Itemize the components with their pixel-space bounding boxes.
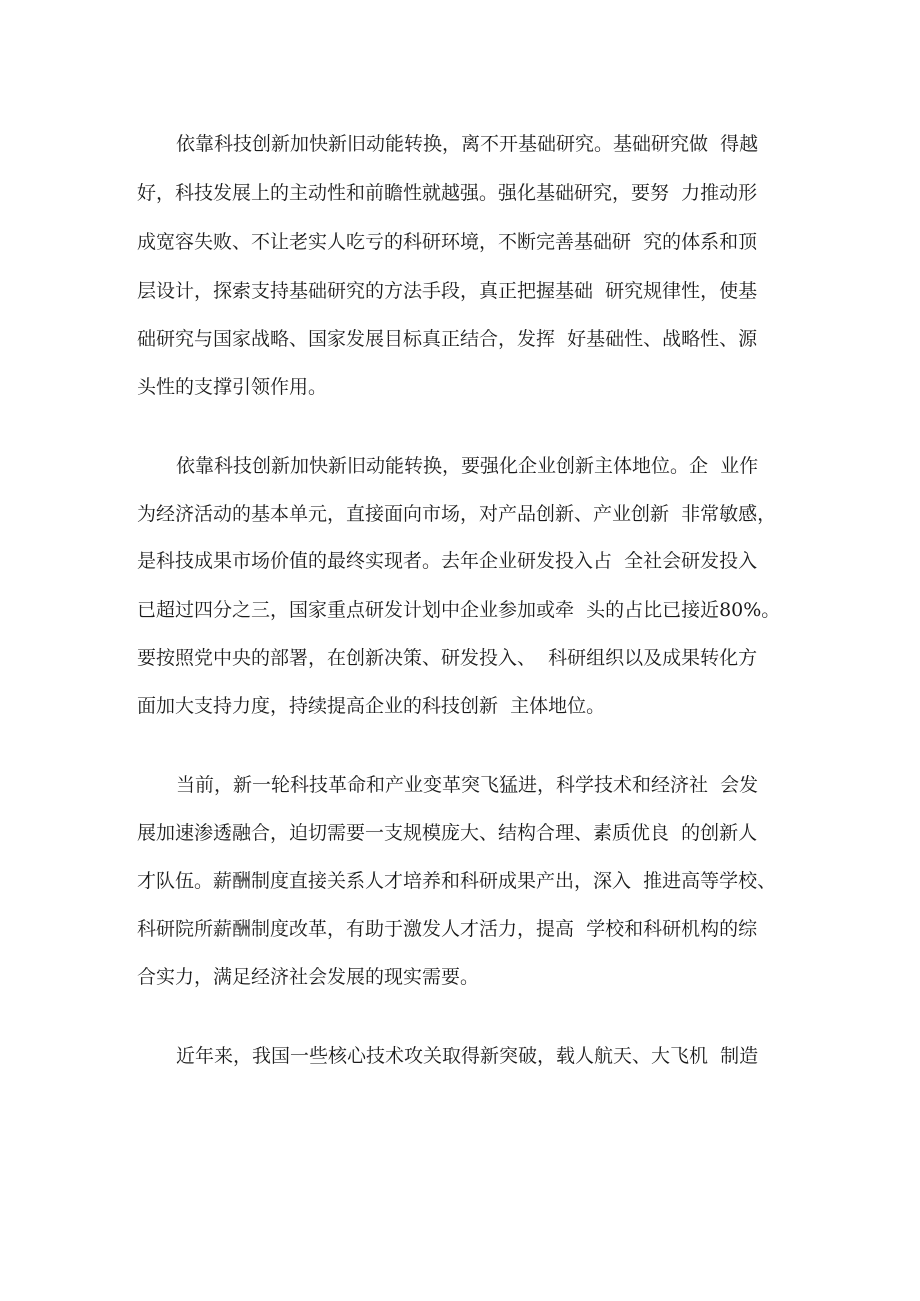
paragraph-2-line-5: 要按照党中央的部署，在创新决策、研发投入、 科研组织以及成果转化方 bbox=[137, 647, 758, 669]
paragraph-4-line-1: 近年来，我国一些核心技术攻关取得新突破，载人航天、大飞机 制造 bbox=[176, 1045, 759, 1067]
paragraph-2-line-1: 依靠科技创新加快新旧动能转换，要强化企业创新主体地位。企 业作 bbox=[176, 455, 759, 477]
paragraph-3-line-1: 当前，新一轮科技革命和产业变革突飞猛进，科学技术和经济社 会发 bbox=[176, 774, 759, 796]
paragraph-2-line-3: 是科技成果市场价值的最终实现者。去年企业研发投入占 全社会研发投入 bbox=[137, 550, 758, 572]
paragraph-1-line-6: 头性的支撑引领作用。 bbox=[137, 376, 328, 398]
paragraph-1-line-2: 好，科技发展上的主动性和前瞻性就越强。强化基础研究，要努 力推动形 bbox=[137, 182, 758, 204]
paragraph-2-line-4: 已超过四分之三，国家重点研发计划中企业参加或牵 头的占比已接近80%。 bbox=[137, 599, 781, 621]
paragraph-3-line-5: 合实力，满足经济社会发展的现实需要。 bbox=[137, 966, 480, 988]
paragraph-3-line-3: 才队伍。薪酬制度直接关系人才培养和科研成果产出，深入 推进高等学校、 bbox=[137, 870, 777, 892]
paragraph-3-line-4: 科研院所薪酬制度改革，有助于激发人才活力，提高 学校和科研机构的综 bbox=[137, 918, 758, 940]
paragraph-1-line-3: 成宽容失败、不让老实人吃亏的科研环境，不断完善基础研 究的体系和顶 bbox=[137, 231, 758, 253]
paragraph-1-line-1: 依靠科技创新加快新旧动能转换，离不开基础研究。基础研究做 得越 bbox=[176, 133, 759, 155]
paragraph-1-line-5: 础研究与国家战略、国家发展目标真正结合，发挥 好基础性、战略性、源 bbox=[137, 328, 758, 350]
paragraph-3-line-2: 展加速渗透融合，迫切需要一支规模庞大、结构合理、素质优良 的创新人 bbox=[137, 822, 758, 844]
paragraph-2-line-2: 为经济活动的基本单元，直接面向市场，对产品创新、产业创新 非常敏感， bbox=[137, 503, 777, 525]
paragraph-2-line-6: 面加大支持力度，持续提高企业的科技创新 主体地位。 bbox=[137, 695, 606, 717]
paragraph-1-line-4: 层设计，探索支持基础研究的方法手段，真正把握基础 研究规律性，使基 bbox=[137, 280, 758, 302]
